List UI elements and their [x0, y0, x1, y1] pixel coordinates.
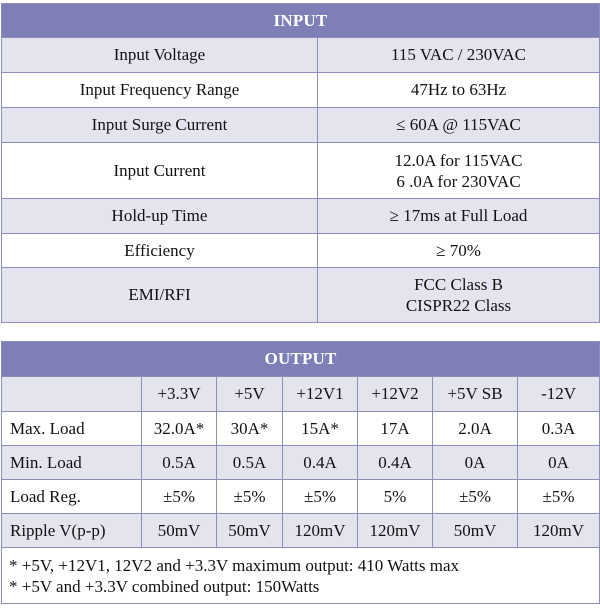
input-value: 47Hz to 63Hz	[318, 73, 600, 108]
input-row	[2, 143, 600, 199]
output-cell: 15A*	[283, 412, 358, 446]
output-row	[2, 446, 600, 480]
input-value-line-1: FCC Class B	[414, 275, 503, 294]
output-row-label: Min. Load	[2, 446, 142, 480]
input-row	[2, 234, 600, 268]
input-label: Efficiency	[2, 234, 318, 268]
output-cell: 30A*	[217, 412, 283, 446]
input-value: ≥ 17ms at Full Load	[318, 199, 600, 234]
input-value	[318, 143, 600, 199]
input-label: Hold-up Time	[2, 199, 318, 234]
output-column-header: -12V	[518, 377, 600, 412]
output-cell: ±5%	[433, 480, 518, 514]
output-cell: 32.0A*	[142, 412, 217, 446]
output-cell: 50mV	[142, 514, 217, 548]
output-table	[1, 341, 600, 604]
output-row	[2, 514, 600, 548]
input-label: Input Current	[2, 143, 318, 199]
input-row	[2, 108, 600, 143]
input-row	[2, 38, 600, 73]
output-cell: 0A	[433, 446, 518, 480]
output-row	[2, 412, 600, 446]
output-cell: 0.5A	[217, 446, 283, 480]
output-notes	[2, 548, 600, 604]
output-cell: ±5%	[142, 480, 217, 514]
output-row	[2, 480, 600, 514]
output-column-header: +12V2	[358, 377, 433, 412]
input-value-line-1: 12.0A for 115VAC	[394, 150, 523, 170]
output-cell: 120mV	[283, 514, 358, 548]
input-header: INPUT	[2, 4, 600, 38]
input-value	[318, 268, 600, 323]
footnote: * +5V and +3.3V combined output: 150Watts	[9, 576, 320, 596]
output-column-header: +12V1	[283, 377, 358, 412]
input-row	[2, 73, 600, 108]
output-header: OUTPUT	[2, 342, 600, 377]
output-column-header-row	[2, 377, 600, 412]
output-cell: 2.0A	[433, 412, 518, 446]
input-row	[2, 268, 600, 323]
input-row	[2, 199, 600, 234]
output-cell: ±5%	[518, 480, 600, 514]
input-value-line-2: 6 .0A for 230VAC	[396, 171, 521, 191]
footnote: * +5V, +12V1, 12V2 and +3.3V maximum output: 410 Watts max	[9, 555, 460, 575]
output-corner-cell	[2, 377, 142, 412]
output-cell: 120mV	[358, 514, 433, 548]
output-cell: 50mV	[217, 514, 283, 548]
output-cell: 0.3A	[518, 412, 600, 446]
output-cell: 0.4A	[283, 446, 358, 480]
output-column-header: +3.3V	[142, 377, 217, 412]
output-cell: 0A	[518, 446, 600, 480]
input-value: ≤ 60A @ 115VAC	[318, 108, 600, 143]
input-label: Input Surge Current	[2, 108, 318, 143]
input-value: ≥ 70%	[318, 234, 600, 268]
output-cell: 0.4A	[358, 446, 433, 480]
output-cell: 0.5A	[142, 446, 217, 480]
output-column-header: +5V	[217, 377, 283, 412]
output-cell: 120mV	[518, 514, 600, 548]
output-cell: 50mV	[433, 514, 518, 548]
input-table	[1, 3, 600, 323]
output-row-label: Ripple V(p-p)	[2, 514, 142, 548]
output-cell: ±5%	[283, 480, 358, 514]
input-label: Input Frequency Range	[2, 73, 318, 108]
input-value-line-2: CISPR22 Class	[405, 296, 512, 315]
input-label: Input Voltage	[2, 38, 318, 73]
input-value: 115 VAC / 230VAC	[318, 38, 600, 73]
output-cell: ±5%	[217, 480, 283, 514]
output-row-label: Load Reg.	[2, 480, 142, 514]
output-notes-row	[2, 548, 600, 604]
output-cell: 5%	[358, 480, 433, 514]
input-label: EMI/RFI	[2, 268, 318, 323]
output-cell: 17A	[358, 412, 433, 446]
output-column-header: +5V SB	[433, 377, 518, 412]
output-row-label: Max. Load	[2, 412, 142, 446]
